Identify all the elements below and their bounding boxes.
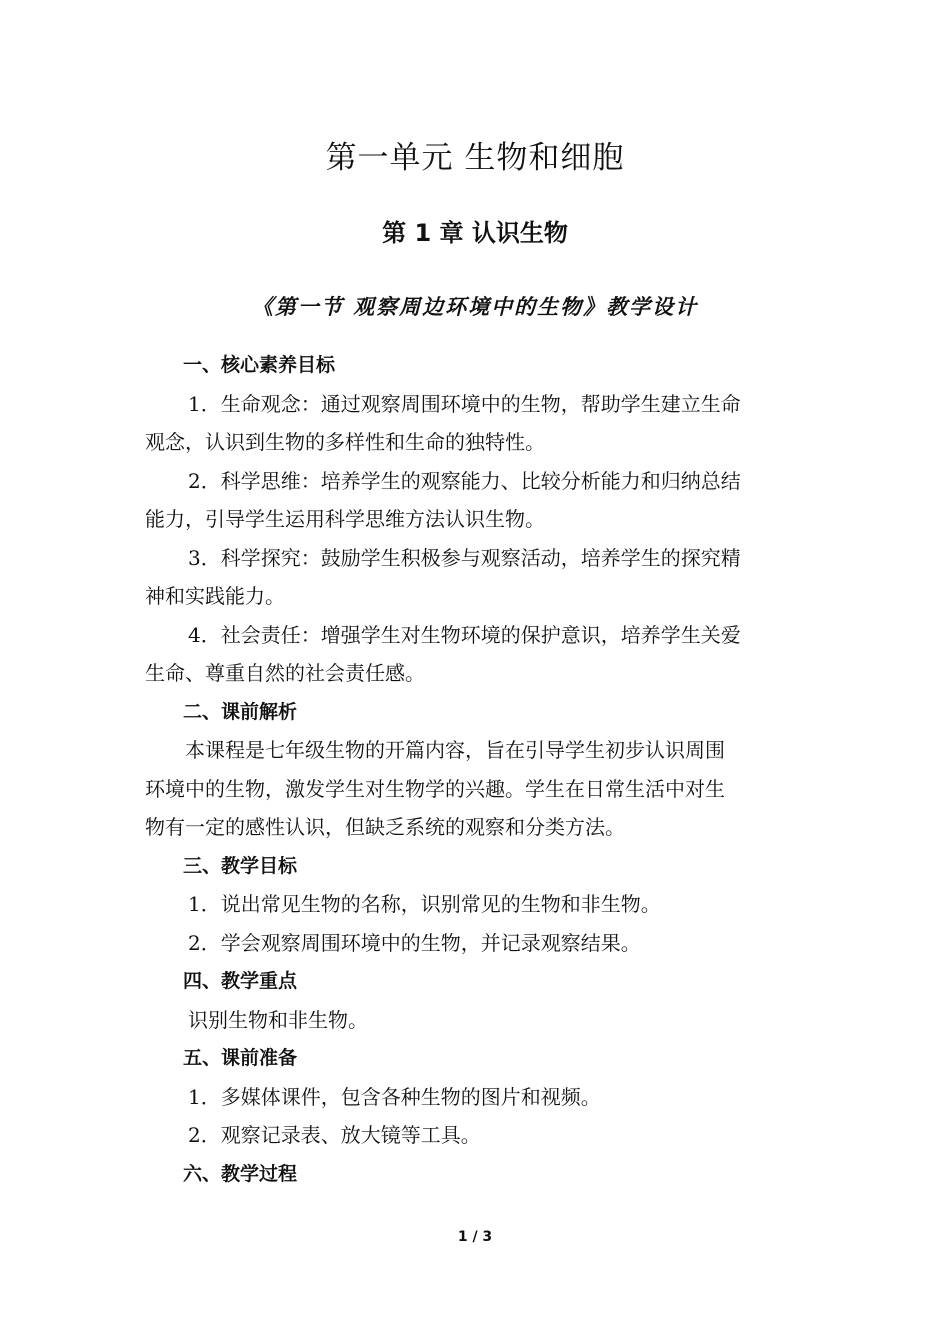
chapter-title: 第 1 章 认识生物 xyxy=(382,219,568,247)
list-item: 2．学会观察周围环境中的生物，并记录观察结果。 xyxy=(188,930,641,955)
paragraph-line: 生命、尊重自然的社会责任感。 xyxy=(145,661,425,685)
paragraph-line: 3．科学探究：鼓励学生积极参与观察活动，培养学生的探究精 xyxy=(188,545,741,570)
paragraph-line: 1．生命观念：通过观察周围环境中的生物，帮助学生建立生命 xyxy=(188,391,741,416)
section-heading: 四、教学重点 xyxy=(183,970,298,992)
paragraph-line: 4．社会责任：增强学生对生物环境的保护意识，培养学生关爱 xyxy=(188,622,741,647)
paragraph-line: 识别生物和非生物。 xyxy=(188,1007,368,1032)
paragraph-line: 神和实践能力。 xyxy=(145,584,285,608)
paragraph-line: 观念，认识到生物的多样性和生命的独特性。 xyxy=(145,430,545,454)
paragraph-line: 本课程是七年级生物的开篇内容，旨在引导学生初步认识周围 xyxy=(185,738,725,762)
paragraph-line: 物有一定的感性认识，但缺乏系统的观察和分类方法。 xyxy=(145,815,625,839)
paragraph-line: 环境中的生物，激发学生对生物学的兴趣。学生在日常生活中对生 xyxy=(145,776,725,801)
paragraph-line: 能力，引导学生运用科学思维方法认识生物。 xyxy=(145,507,545,531)
design-title: 《第一节 观察周边环境中的生物》教学设计 xyxy=(251,294,699,319)
section-heading: 三、教学目标 xyxy=(183,854,298,877)
unit-title: 第一单元 生物和细胞 xyxy=(325,140,625,176)
document-body xyxy=(145,346,805,1193)
section-heading: 五、课前准备 xyxy=(183,1047,298,1069)
list-item: 1．多媒体课件，包含各种生物的图片和视频。 xyxy=(188,1084,601,1109)
page-number: 1 / 3 xyxy=(457,1229,493,1245)
section-heading: 一、核心素养目标 xyxy=(183,354,336,376)
section-heading: 六、教学过程 xyxy=(183,1162,298,1185)
paragraph-line: 2．科学思维：培养学生的观察能力、比较分析能力和归纳总结 xyxy=(188,468,741,493)
list-item: 2．观察记录表、放大镜等工具。 xyxy=(188,1123,481,1147)
list-item: 1．说出常见生物的名称，识别常见的生物和非生物。 xyxy=(188,892,661,916)
section-heading: 二、课前解析 xyxy=(183,700,298,723)
